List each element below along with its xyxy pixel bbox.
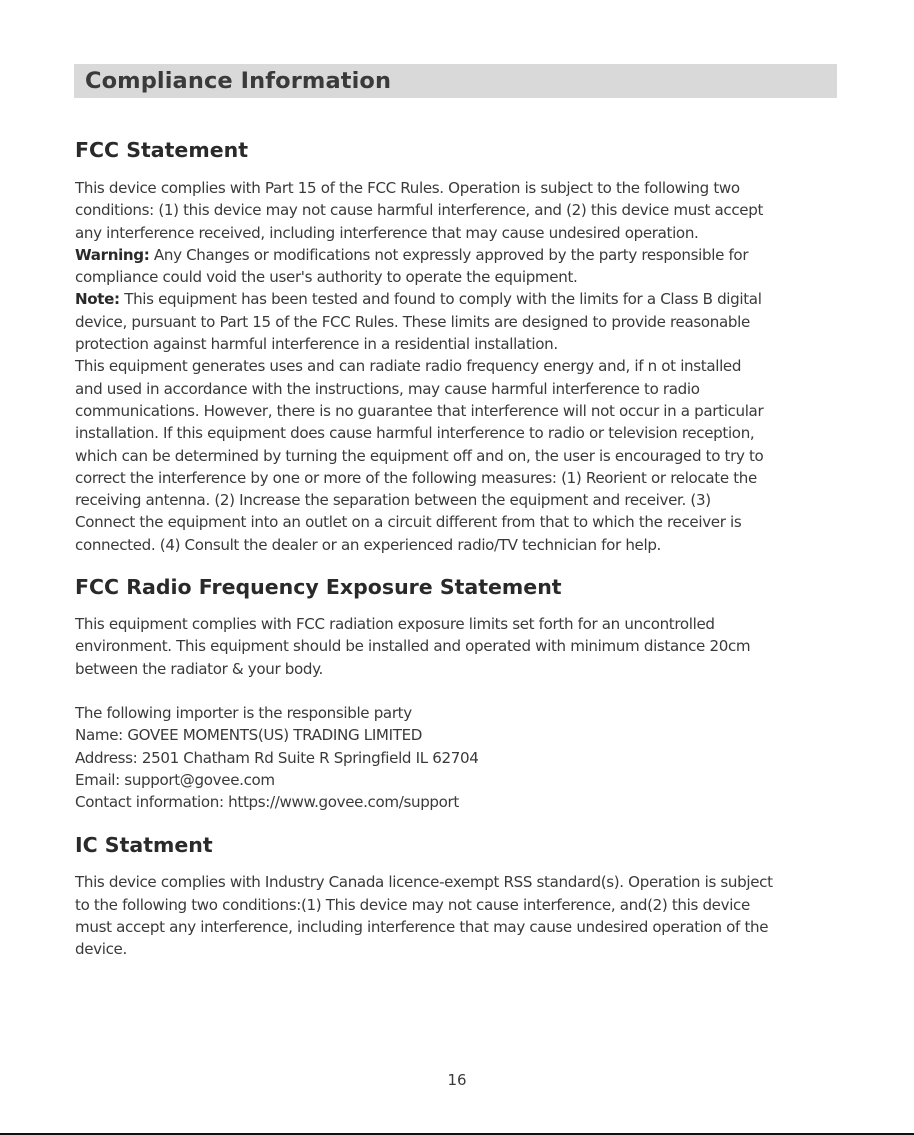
page-content (75, 136, 835, 961)
rf-exposure-section (75, 573, 835, 813)
importer-address: Address: 2501 Chatham Rd Suite R Springfield IL 62704 (75, 748, 479, 767)
warning-text: Any Changes or modifications not expressly approved by the party responsible for (149, 245, 749, 264)
rf-exposure-heading: FCC Radio Frequency Exposure Statement (75, 575, 562, 600)
note-line (75, 288, 835, 310)
text-line: communications. However, there is no guarantee that interference will not occur in a particular (75, 401, 764, 420)
ic-statement-section (75, 831, 835, 960)
fcc-statement-section (75, 136, 835, 556)
text-line: conditions: (1) this device may not cause harmful interference, and (2) this device must accept (75, 201, 764, 220)
importer-intro: The following importer is the responsible party (75, 703, 412, 722)
page-number: 16 (447, 1071, 467, 1089)
text-line: device. (75, 940, 127, 959)
importer-email: Email: support@govee.com (75, 770, 275, 789)
importer-name: Name: GOVEE MOMENTS(US) TRADING LIMITED (75, 726, 423, 745)
text-line: This equipment complies with FCC radiation exposure limits set forth for an uncontrolled (75, 615, 715, 634)
text-line: which can be determined by turning the equipment off and on, the user is encouraged to try to (75, 446, 764, 465)
text-line: receiving antenna. (2) Increase the separation between the equipment and receiver. (3) (75, 491, 711, 510)
text-line: environment. This equipment should be installed and operated with minimum distance 20cm (75, 637, 751, 656)
text-line: This equipment generates uses and can radiate radio frequency energy and, if n ot installed (75, 357, 742, 376)
rf-exposure-body (75, 613, 835, 680)
text-line: installation. If this equipment does cause harmful interference to radio or television reception, (75, 424, 755, 443)
note-text: This equipment has been tested and found to comply with the limits for a Class B digital (119, 290, 762, 309)
importer-block (75, 702, 835, 813)
page-title: Compliance Information (85, 68, 392, 94)
text-line: correct the interference by one or more of the following measures: (1) Reorient or relocate the (75, 468, 757, 487)
text-line: must accept any interference, including interference that may cause undesired operation of the (75, 918, 769, 937)
importer-contact: Contact information: https://www.govee.com/support (75, 793, 459, 812)
text-line: Connect the equipment into an outlet on a circuit different from that to which the receiver is (75, 513, 742, 532)
ic-statement-heading: IC Statment (75, 833, 213, 858)
text-line: any interference received, including interference that may cause undesired operation. (75, 223, 699, 242)
ic-statement-body (75, 871, 835, 960)
text-line: between the radiator & your body. (75, 659, 323, 678)
section-banner (74, 64, 837, 98)
warning-label: Warning: (75, 245, 150, 264)
warning-line (75, 244, 835, 266)
text-line: compliance could void the user's authority to operate the equipment. (75, 268, 578, 287)
text-line: and used in accordance with the instructions, may cause harmful interference to radio (75, 379, 700, 398)
fcc-statement-body (75, 177, 835, 556)
note-label: Note: (75, 290, 120, 309)
text-line: connected. (4) Consult the dealer or an experienced radio/TV technician for help. (75, 535, 661, 554)
text-line: This device complies with Industry Canada licence-exempt RSS standard(s). Operation is subject (75, 873, 773, 892)
text-line: to the following two conditions:(1) This device may not cause interference, and(2) this device (75, 895, 750, 914)
fcc-statement-heading: FCC Statement (75, 138, 248, 162)
text-line: device, pursuant to Part 15 of the FCC Rules. These limits are designed to provide reasonable (75, 312, 750, 331)
text-line: protection against harmful interference in a residential installation. (75, 335, 558, 354)
text-line: This device complies with Part 15 of the FCC Rules. Operation is subject to the following two (75, 179, 740, 197)
